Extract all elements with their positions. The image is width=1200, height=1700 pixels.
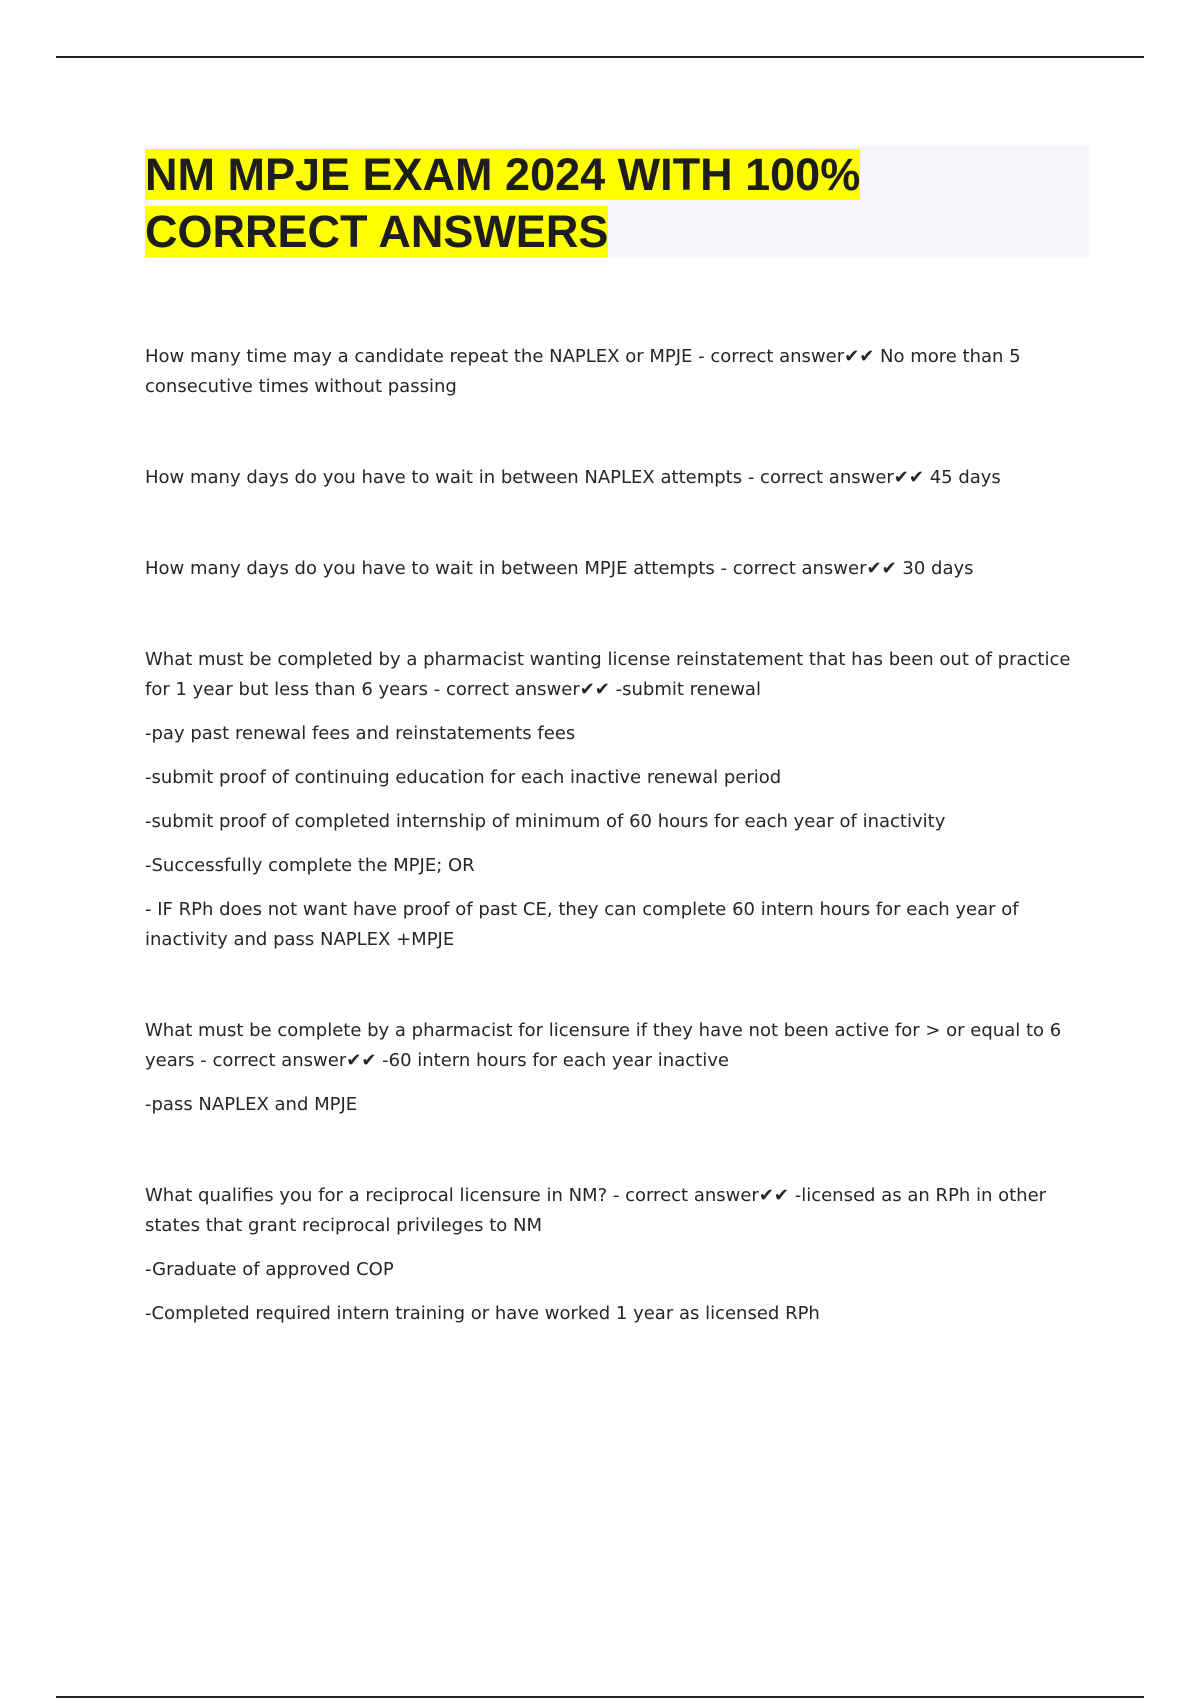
qa-answer-line: - IF RPh does not want have proof of past CE, they can complete 60 intern hours for each year of inactivity and pass NAPLEX +MPJE xyxy=(145,899,1019,950)
document-title xyxy=(145,146,1090,260)
qa-item xyxy=(145,1016,1075,1120)
qa-list xyxy=(145,342,1075,1329)
qa-answer-line: -pass NAPLEX and MPJE xyxy=(145,1094,358,1115)
qa-answer-line: -submit proof of continuing education for each inactive renewal period xyxy=(145,767,782,788)
qa-answer-line: -Successfully complete the MPJE; OR xyxy=(145,855,475,876)
qa-answer-line: -submit proof of completed internship of minimum of 60 hours for each year of inactivity xyxy=(145,811,946,832)
qa-item xyxy=(145,645,1075,955)
document-title-text: NM MPJE EXAM 2024 WITH 100% CORRECT ANSWERS xyxy=(145,149,861,257)
title-box xyxy=(145,146,1090,258)
qa-question: What qualifies you for a reciprocal licensure in NM? - correct answer✔✔ -licensed as an RPh in other states that grant reciprocal privileges to NM xyxy=(145,1185,1047,1236)
qa-answer-line: -Graduate of approved COP xyxy=(145,1259,394,1280)
qa-item xyxy=(145,1181,1075,1329)
qa-answer-line: -pay past renewal fees and reinstatements fees xyxy=(145,723,576,744)
qa-question: What must be complete by a pharmacist for licensure if they have not been active for > or equal to 6 years - correct answer✔✔ -60 intern hours for each year inactive xyxy=(145,1020,1062,1071)
qa-item xyxy=(145,554,1075,584)
qa-item xyxy=(145,463,1075,493)
qa-question: How many time may a candidate repeat the NAPLEX or MPJE - correct answer✔✔ No more than 5 consecutive times without passing xyxy=(145,346,1021,397)
qa-answer-line: -Completed required intern training or have worked 1 year as licensed RPh xyxy=(145,1303,820,1324)
qa-item xyxy=(145,342,1075,402)
top-rule xyxy=(56,56,1144,58)
qa-question: What must be completed by a pharmacist wanting license reinstatement that has been out of practice for 1 year but less than 6 years - correct answer✔✔ -submit renewal xyxy=(145,649,1071,700)
qa-question: How many days do you have to wait in between NAPLEX attempts - correct answer✔✔ 45 days xyxy=(145,467,1001,488)
qa-question: How many days do you have to wait in between MPJE attempts - correct answer✔✔ 30 days xyxy=(145,558,974,579)
bottom-rule xyxy=(56,1696,1144,1698)
